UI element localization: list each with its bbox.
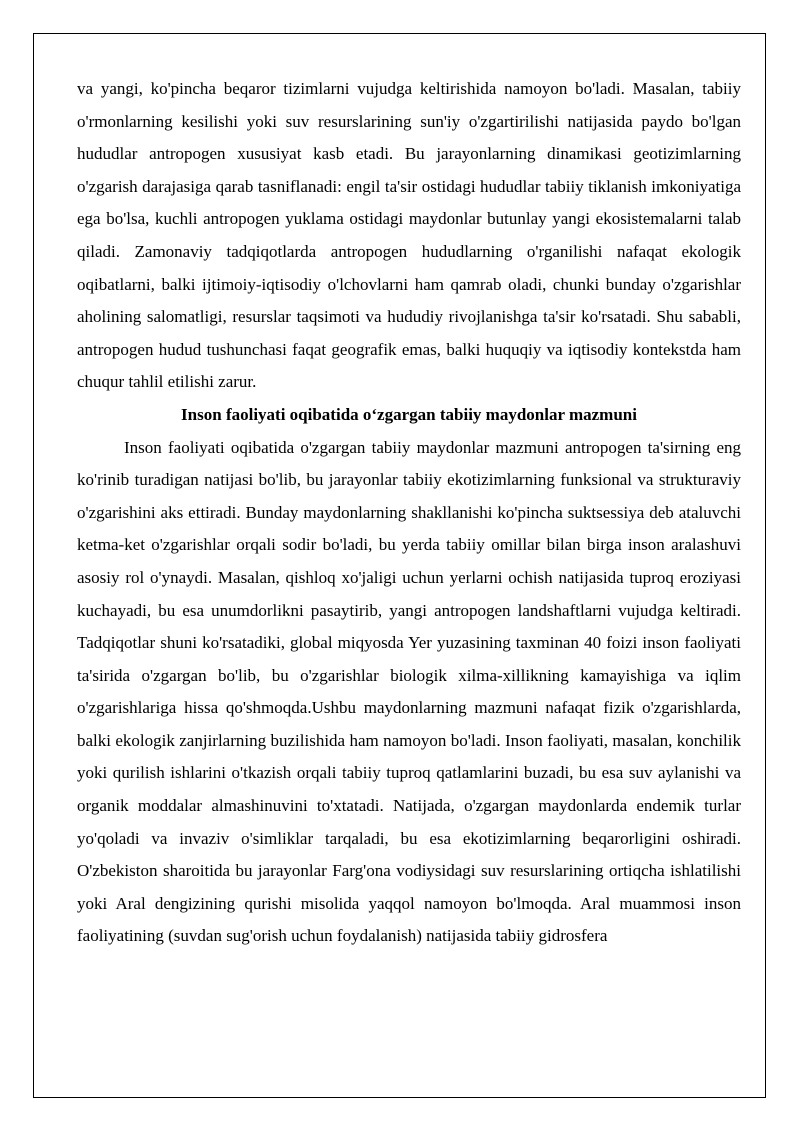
body-paragraph: Inson faoliyati oqibatida o'zgargan tabiiy maydonlar mazmuni antropogen ta'sirning eng ko'rinib turadigan natijasi bo'lib, bu jarayonlar tabiiy ekotizimlarning funksional va strukturaviy o'zgarishini aks ettiradi. Bunday maydonlarning shakllanishi ko'pincha suktsessiya deb ataluvchi ketma-ket o'zgarishlar orqali sodir bo'ladi, bu yerda tabiiy omillar bilan birga inson aralashuvi asosiy rol o'ynaydi. Masalan, qishloq xo'jaligi uchun yerlarni ochish natijasida tuproq eroziyasi kuchayadi, bu esa unumdorlikni pasaytirib, yangi antropogen landshaftlarni vujudga keltiradi. Tadqiqotlar shuni ko'rsatadiki, global miqyosda Yer yuzasining taxminan 40 foizi inson faoliyati ta'sirida o'zgargan bo'lib, bu o'zgarishlar biologik xilma-xillikning kamayishiga va iqlim o'zgarishlariga hissa qo'shmoqda.Ushbu maydonlarning mazmuni nafaqat fizik o'zgarishlarda, balki ekologik zanjirlarning buzilishida ham namoyon bo'ladi. Inson faoliyati, masalan, konchilik yoki qurilish ishlarini o'tkazish orqali tabiiy tuproq qatlamlarini buzadi, bu esa suv aylanishi va organik moddalar almashinuvini to'xtatadi. Natijada, o'zgargan maydonlarda endemik turlar yo'qoladi va invaziv o'simliklar tarqaladi, bu esa ekotizimlarning beqarorligini oshiradi. O'zbekiston sharoitida bu jarayonlar Farg'ona vodiysidagi suv resurslarining ortiqcha ishlatilishi yoki Aral dengizining qurishi misolida yaqqol namoyon bo'lmoqda. Aral muammosi inson faoliyatining (suvdan sug'orish uchun foydalanish) natijasida tabiiy gidrosfera [77, 437, 741, 946]
body-paragraph: va yangi, ko'pincha beqaror tizimlarni vujudga keltirishida namoyon bo'ladi. Masalan, tabiiy o'rmonlarning kesilishi yoki suv resurslarining sun'iy o'zgartirilishi natijasida paydo bo'lgan hududlar antropogen xususiyat kasb etadi. Bu jarayonlarning dinamikasi geotizimlarning o'zgarish darajasiga qarab tasniflanadi: engil ta'sir ostidagi hududlar tabiiy tiklanish imkoniyatiga ega bo'lsa, kuchli antropogen yuklama ostidagi maydonlar butunlay yangi ekosistemalarni talab qiladi. Zamonaviy tadqiqotlarda antropogen hududlarning o'rganilishi nafaqat ekologik oqibatlarni, balki ijtimoiy-iqtisodiy o'lchovlarni ham qamrab oladi, chunki bunday o'zgarishlar aholining salomatligi, resurslar taqsimoti va hududiy rivojlanishga ta'sir ko'rsatadi. Shu sababli, antropogen hudud tushunchasi faqat geografik emas, balki huquqiy va iqtisodiy kontekstda ham chuqur tahlil etilishi zarur. [77, 79, 741, 392]
section-heading: Inson faoliyati oqibatida o‘zgargan tabiiy maydonlar mazmuni [181, 404, 637, 424]
document-body [77, 73, 741, 953]
